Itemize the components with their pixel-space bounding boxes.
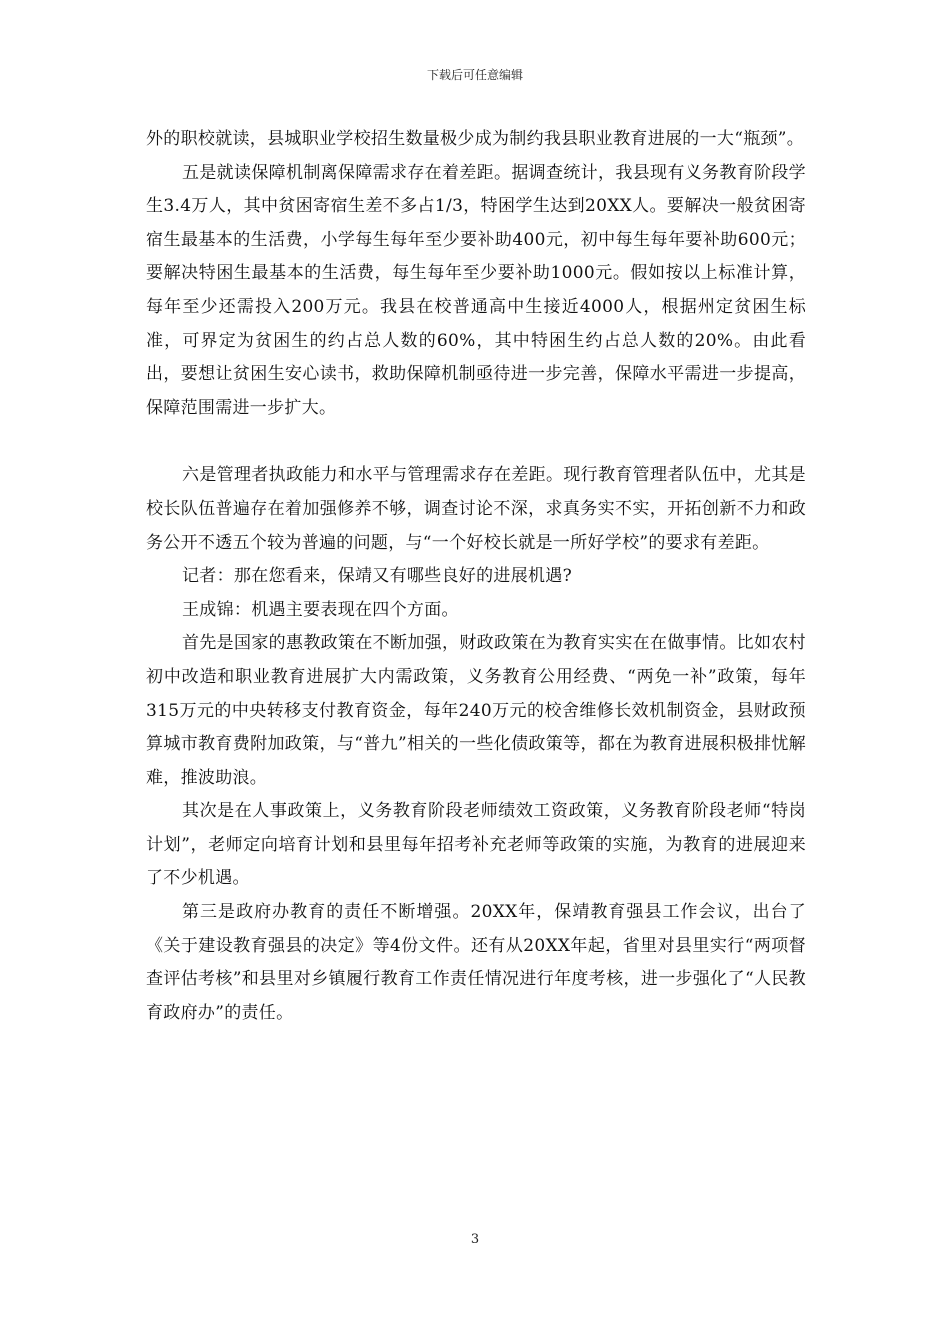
paragraph-reporter-question: 记者：那在您看来，保靖又有哪些良好的进展机遇? [182,566,573,587]
paragraph-opportunity-second: 其次是在人事政策上，义务教育阶段老师绩效工资政策，义务教育阶段老师“特岗计划”，老师定向培育计划和县里每年招考补充老师等政策的实施，为教育的进展迎来了不少机遇。 [146,801,806,889]
paragraph-interviewee-answer: 王成锦：机遇主要表现在四个方面。 [182,599,459,620]
paragraph-opportunity-first: 首先是国家的惠教政策在不断加强，财政政策在为教育实实在在做事情。比如农村初中改造和职业教育进展扩大内需政策，义务教育公用经费、“两免一补”政策，每年315万元的中央转移支付教育资金，每年240万元的校舍维修长效机制资金，县财政预算城市教育费附加政策，与“普九”相关的一些化债政策等，都在为教育进展积极排忧解难，推波助浪。 [146,633,806,788]
paragraph-opportunity-third: 第三是政府办教育的责任不断增强。20XX年，保靖教育强县工作会议，出台了《关于建设教育强县的决定》等4份文件。还有从20XX年起，省里对县里实行“两项督查评估考核”和县里对乡镇履行教育工作责任情况进行年度考核，进一步强化了“人民教育政府办”的责任。 [146,902,806,1023]
document-body [146,123,806,1030]
paragraph-gap [146,425,806,459]
page-header-note: 下载后可任意编辑 [426,68,523,82]
paragraph-continuation: 外的职校就读，县城职业学校招生数量极少成为制约我县职业教育进展的一大“瓶颈”。 [146,129,805,149]
page-number: 3 [470,1232,480,1247]
paragraph-point-five: 五是就读保障机制离保障需求存在着差距。据调查统计，我县现有义务教育阶段学生3.4万人，其中贫困寄宿生差不多占1/3，特困学生达到20XX人。要解决一般贫困寄宿生最基本的生活费，小学每生每年至少要补助400元，初中每生每年要补助600元；要解决特困生最基本的生活费，每生每年至少要补助1000元。假如按以上标准计算，每年至少还需投入200万元。我县在校普通高中生接近4000人，根据州定贫困生标准，可界定为贫困生的约占总人数的60%，其中特困生约占总人数的20%。由此看出，要想让贫困生安心读书，救助保障机制亟待进一步完善，保障水平需进一步提高，保障范围需进一步扩大。 [146,162,806,418]
paragraph-point-six: 六是管理者执政能力和水平与管理需求存在差距。现行教育管理者队伍中，尤其是校长队伍普遍存在着加强修养不够，调查讨论不深，求真务实不实，开拓创新不力和政务公开不透五个较为普遍的问题，与“一个好校长就是一所好学校”的要求有差距。 [146,465,806,553]
